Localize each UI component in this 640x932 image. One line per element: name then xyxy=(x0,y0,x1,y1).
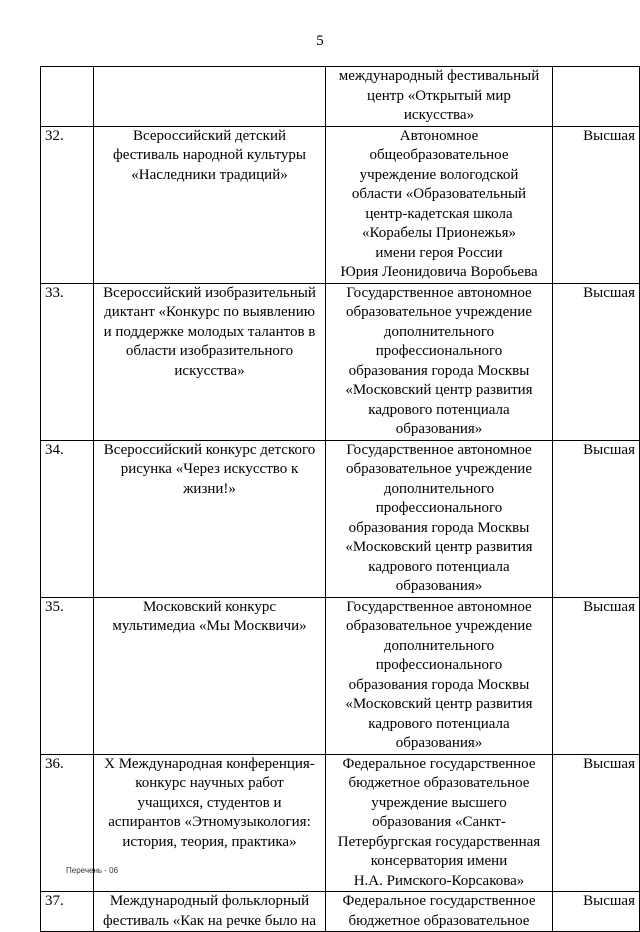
table-row xyxy=(41,126,640,283)
organizer-line: образования» xyxy=(395,578,483,594)
event-level xyxy=(553,67,640,127)
event-name-line: искусства» xyxy=(174,362,245,379)
organizer-line: профессионального xyxy=(375,657,503,673)
event-name-line: и поддержке молодых талантов в xyxy=(103,323,316,340)
event-name-line: Международный фольклорный xyxy=(109,893,310,909)
event-name-cell xyxy=(94,283,326,440)
organizer-line: «Московский центр развития xyxy=(345,539,533,555)
event-level: Высшая xyxy=(553,126,640,283)
organizer-line: образования» xyxy=(395,421,483,437)
event-name-line: история, теория, практика» xyxy=(122,833,297,850)
organizer-cell xyxy=(326,597,553,754)
organizer-line: Федеральное государственное xyxy=(342,893,536,909)
organizer-line: Н.А. Римского-Корсакова» xyxy=(353,872,525,889)
row-number xyxy=(41,67,94,127)
organizer-line: образовательное учреждение xyxy=(345,618,532,634)
organizer-line: международный фестивальный xyxy=(338,68,540,84)
organizer-line: образовательное учреждение xyxy=(345,461,532,477)
organizer-line: общеобразовательное xyxy=(369,147,509,163)
events-table xyxy=(40,66,640,932)
event-level: Высшая xyxy=(553,440,640,597)
organizer-line: образования города Москвы xyxy=(348,676,530,693)
organizer-line: Государственное автономное xyxy=(346,598,532,615)
organizer-line: имени героя России xyxy=(375,244,503,261)
organizer-line: «Корабелы Прионежья» xyxy=(362,225,516,241)
event-name-line: Всероссийский изобразительный xyxy=(103,284,316,301)
organizer-line: учреждение вологодской xyxy=(359,166,519,183)
organizer-line: Петербургская государственная xyxy=(337,833,541,850)
row-number: 36. xyxy=(41,754,94,892)
event-name-line: фестиваль «Как на речке было на xyxy=(103,912,316,929)
organizer-line: консерватория имени xyxy=(370,853,508,869)
organizer-line: центр «Открытый мир xyxy=(367,87,511,104)
organizer-line: образования «Санкт- xyxy=(372,814,506,830)
table-row xyxy=(41,754,640,892)
event-name-cell xyxy=(94,892,326,932)
row-number: 37. xyxy=(41,892,94,932)
event-name-cell xyxy=(94,597,326,754)
organizer-cell xyxy=(326,126,553,283)
row-number: 34. xyxy=(41,440,94,597)
table-row xyxy=(41,892,640,932)
organizer-line: учреждение высшего xyxy=(371,794,507,811)
event-name-line: диктант «Конкурс по выявлению xyxy=(104,304,315,320)
table-row xyxy=(41,283,640,440)
event-name-cell xyxy=(94,126,326,283)
organizer-line: кадрового потенциала xyxy=(368,558,510,575)
organizer-line: Автономное xyxy=(399,127,479,144)
event-name-line: конкурс научных работ xyxy=(135,775,284,791)
organizer-line: Юрия Леонидовича Воробьева xyxy=(340,264,538,280)
event-level: Высшая xyxy=(553,283,640,440)
event-level: Высшая xyxy=(553,597,640,754)
event-name-cell xyxy=(94,754,326,892)
organizer-line: центр-кадетская школа xyxy=(365,205,513,222)
event-name-line: учащихся, студентов и xyxy=(137,794,282,811)
organizer-line: «Московский центр развития xyxy=(345,382,533,398)
organizer-cell xyxy=(326,440,553,597)
organizer-line: «Московский центр развития xyxy=(345,696,533,712)
organizer-cell xyxy=(326,754,553,892)
event-name-line: области изобразительного xyxy=(125,343,294,359)
organizer-line: дополнительного xyxy=(383,480,495,497)
page-number: 5 xyxy=(316,33,324,49)
organizer-line: образования города Москвы xyxy=(348,519,530,536)
organizer-line: Федеральное государственное xyxy=(342,755,536,772)
event-name-line: Всероссийский конкурс детского xyxy=(103,441,316,458)
row-number: 35. xyxy=(41,597,94,754)
organizer-line: кадрового потенциала xyxy=(368,715,510,732)
organizer-line: области «Образовательный xyxy=(351,186,527,202)
event-name-line: Всероссийский детский xyxy=(132,127,287,144)
event-level: Высшая xyxy=(553,892,640,932)
organizer-cell xyxy=(326,892,553,932)
event-name-cell xyxy=(94,67,326,127)
organizer-line: образования города Москвы xyxy=(348,362,530,379)
organizer-line: кадрового потенциала xyxy=(368,401,510,418)
event-name-line: X Международная конференция- xyxy=(104,755,315,772)
event-name-line: Московский конкурс xyxy=(142,598,277,615)
organizer-cell xyxy=(326,67,553,127)
row-number: 33. xyxy=(41,283,94,440)
organizer-line: профессионального xyxy=(375,343,503,359)
event-name-line: жизни!» xyxy=(183,480,236,497)
event-level: Высшая xyxy=(553,754,640,892)
event-name-line: фестиваль народной культуры xyxy=(112,147,307,163)
event-name-line: аспирантов «Этномузыкология: xyxy=(108,814,311,830)
organizer-line: Государственное автономное xyxy=(346,441,532,458)
table-row xyxy=(41,67,640,127)
organizer-line: профессионального xyxy=(375,500,503,516)
event-name-line: мультимедиа «Мы Москвичи» xyxy=(112,618,307,634)
event-name-line: рисунка «Через искусство к xyxy=(120,461,299,477)
organizer-line: образования» xyxy=(395,735,483,751)
organizer-line: образовательное учреждение xyxy=(345,304,532,320)
organizer-line: дополнительного xyxy=(383,323,495,340)
organizer-cell xyxy=(326,283,553,440)
organizer-line: искусства» xyxy=(403,107,475,123)
event-name-line: «Наследники традиций» xyxy=(131,166,288,183)
organizer-line: бюджетное образовательное xyxy=(348,912,530,929)
organizer-line: Государственное автономное xyxy=(346,284,532,301)
table-row xyxy=(41,597,640,754)
row-number: 32. xyxy=(41,126,94,283)
document-footer: Перечень - 06 xyxy=(66,866,119,875)
organizer-line: бюджетное образовательное xyxy=(348,775,530,791)
event-name-cell xyxy=(94,440,326,597)
organizer-line: дополнительного xyxy=(383,637,495,654)
table-row xyxy=(41,440,640,597)
